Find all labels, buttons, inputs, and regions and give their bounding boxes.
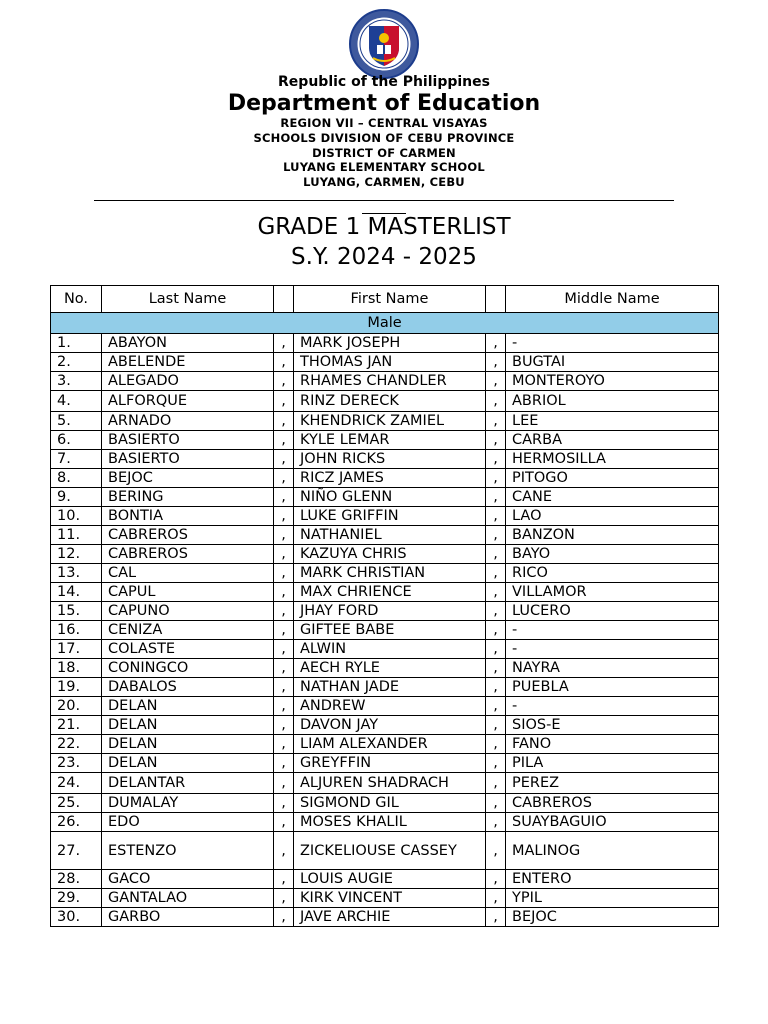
middle-name-cell: VILLAMOR bbox=[506, 583, 719, 602]
row-number: 27. bbox=[51, 832, 102, 870]
separator-cell: , bbox=[274, 697, 294, 716]
table-row bbox=[51, 526, 719, 545]
middle-name-cell: MALINOG bbox=[506, 832, 719, 870]
last-name-cell: DELAN bbox=[102, 754, 274, 773]
separator-cell: , bbox=[486, 431, 506, 450]
row-number: 16. bbox=[51, 621, 102, 640]
separator-cell: , bbox=[274, 889, 294, 908]
middle-name-cell: BUGTAI bbox=[506, 353, 719, 372]
last-name-cell: DELAN bbox=[102, 735, 274, 754]
table-row bbox=[51, 391, 719, 412]
table-row bbox=[51, 412, 719, 431]
row-number: 4. bbox=[51, 391, 102, 412]
separator-cell: , bbox=[486, 621, 506, 640]
middle-name-cell: LUCERO bbox=[506, 602, 719, 621]
last-name-cell: DELANTAR bbox=[102, 773, 274, 794]
masterlist-table bbox=[50, 285, 719, 927]
last-name-cell: DABALOS bbox=[102, 678, 274, 697]
col-header-first-name: First Name bbox=[294, 286, 486, 313]
middle-name-cell: - bbox=[506, 621, 719, 640]
table-row bbox=[51, 832, 719, 870]
first-name-cell: ALWIN bbox=[294, 640, 486, 659]
separator-cell: , bbox=[274, 412, 294, 431]
row-number: 8. bbox=[51, 469, 102, 488]
last-name-cell: CABREROS bbox=[102, 526, 274, 545]
first-name-cell: LIAM ALEXANDER bbox=[294, 735, 486, 754]
middle-name-cell: HERMOSILLA bbox=[506, 450, 719, 469]
separator-cell: , bbox=[274, 334, 294, 353]
first-name-cell: NIÑO GLENN bbox=[294, 488, 486, 507]
middle-name-cell: BEJOC bbox=[506, 908, 719, 927]
region-line: REGION VII – CENTRAL VISAYAS bbox=[280, 116, 488, 130]
table-row bbox=[51, 735, 719, 754]
row-number: 1. bbox=[51, 334, 102, 353]
separator-cell: , bbox=[274, 832, 294, 870]
first-name-cell: SIGMOND GIL bbox=[294, 794, 486, 813]
first-name-cell: LUKE GRIFFIN bbox=[294, 507, 486, 526]
row-number: 5. bbox=[51, 412, 102, 431]
table-row bbox=[51, 754, 719, 773]
middle-name-cell: FANO bbox=[506, 735, 719, 754]
separator-cell: , bbox=[274, 391, 294, 412]
table-row bbox=[51, 697, 719, 716]
separator-cell: , bbox=[274, 659, 294, 678]
first-name-cell: RICZ JAMES bbox=[294, 469, 486, 488]
table-row bbox=[51, 908, 719, 927]
middle-name-cell: - bbox=[506, 640, 719, 659]
last-name-cell: ARNADO bbox=[102, 412, 274, 431]
first-name-cell: JOHN RICKS bbox=[294, 450, 486, 469]
first-name-cell: KHENDRICK ZAMIEL bbox=[294, 412, 486, 431]
separator-cell: , bbox=[486, 583, 506, 602]
last-name-cell: DUMALAY bbox=[102, 794, 274, 813]
row-number: 12. bbox=[51, 545, 102, 564]
row-number: 7. bbox=[51, 450, 102, 469]
first-name-cell: AECH RYLE bbox=[294, 659, 486, 678]
separator-cell: , bbox=[486, 640, 506, 659]
row-number: 19. bbox=[51, 678, 102, 697]
last-name-cell: ABAYON bbox=[102, 334, 274, 353]
middle-name-cell: ABRIOL bbox=[506, 391, 719, 412]
deped-seal-logo bbox=[347, 8, 421, 80]
separator-cell: , bbox=[274, 870, 294, 889]
separator-cell: , bbox=[274, 621, 294, 640]
middle-name-cell: LEE bbox=[506, 412, 719, 431]
middle-name-cell: BANZON bbox=[506, 526, 719, 545]
table-row bbox=[51, 794, 719, 813]
separator-cell: , bbox=[486, 412, 506, 431]
col-header-no: No. bbox=[51, 286, 102, 313]
separator-cell: , bbox=[274, 507, 294, 526]
table-row bbox=[51, 469, 719, 488]
separator-cell: , bbox=[274, 583, 294, 602]
row-number: 6. bbox=[51, 431, 102, 450]
separator-cell: , bbox=[274, 564, 294, 583]
separator-cell: , bbox=[486, 334, 506, 353]
row-number: 29. bbox=[51, 889, 102, 908]
last-name-cell: BERING bbox=[102, 488, 274, 507]
separator-cell: , bbox=[274, 450, 294, 469]
col-header-sep bbox=[486, 286, 506, 313]
separator-cell: , bbox=[274, 813, 294, 832]
first-name-cell: MOSES KHALIL bbox=[294, 813, 486, 832]
separator-cell: , bbox=[486, 773, 506, 794]
separator-cell: , bbox=[486, 870, 506, 889]
separator-cell: , bbox=[486, 697, 506, 716]
district-line: DISTRICT OF CARMEN bbox=[312, 146, 456, 160]
division-line: SCHOOLS DIVISION OF CEBU PROVINCE bbox=[253, 131, 515, 145]
table-row bbox=[51, 450, 719, 469]
last-name-cell: EDO bbox=[102, 813, 274, 832]
row-number: 13. bbox=[51, 564, 102, 583]
separator-cell: , bbox=[486, 794, 506, 813]
last-name-cell: CAPUL bbox=[102, 583, 274, 602]
last-name-cell: GANTALAO bbox=[102, 889, 274, 908]
last-name-cell: BEJOC bbox=[102, 469, 274, 488]
separator-cell: , bbox=[486, 908, 506, 927]
middle-name-cell: SIOS-E bbox=[506, 716, 719, 735]
last-name-cell: ALEGADO bbox=[102, 372, 274, 391]
col-header-sep bbox=[274, 286, 294, 313]
first-name-cell: JHAY FORD bbox=[294, 602, 486, 621]
last-name-cell: CONINGCO bbox=[102, 659, 274, 678]
separator-cell: , bbox=[274, 754, 294, 773]
row-number: 2. bbox=[51, 353, 102, 372]
first-name-cell: KYLE LEMAR bbox=[294, 431, 486, 450]
first-name-cell: MARK JOSEPH bbox=[294, 334, 486, 353]
row-number: 17. bbox=[51, 640, 102, 659]
last-name-cell: CENIZA bbox=[102, 621, 274, 640]
table-row bbox=[51, 716, 719, 735]
masterlist-title: GRADE 1 MASTERLIST bbox=[257, 214, 511, 240]
separator-cell: , bbox=[274, 678, 294, 697]
first-name-cell: ALJUREN SHADRACH bbox=[294, 773, 486, 794]
separator-cell: , bbox=[486, 564, 506, 583]
separator-cell: , bbox=[274, 908, 294, 927]
separator-cell: , bbox=[274, 431, 294, 450]
row-number: 15. bbox=[51, 602, 102, 621]
separator-cell: , bbox=[274, 735, 294, 754]
first-name-cell: THOMAS JAN bbox=[294, 353, 486, 372]
last-name-cell: ESTENZO bbox=[102, 832, 274, 870]
middle-name-cell: PITOGO bbox=[506, 469, 719, 488]
row-number: 20. bbox=[51, 697, 102, 716]
separator-cell: , bbox=[274, 526, 294, 545]
separator-cell: , bbox=[274, 602, 294, 621]
department-heading: Department of Education bbox=[227, 91, 541, 116]
separator-cell: , bbox=[486, 450, 506, 469]
first-name-cell: DAVON JAY bbox=[294, 716, 486, 735]
table-row bbox=[51, 372, 719, 391]
last-name-cell: GARBO bbox=[102, 908, 274, 927]
first-name-cell: GIFTEE BABE bbox=[294, 621, 486, 640]
separator-cell: , bbox=[486, 391, 506, 412]
table-row bbox=[51, 431, 719, 450]
table-row bbox=[51, 545, 719, 564]
middle-name-cell: NAYRA bbox=[506, 659, 719, 678]
table-row bbox=[51, 564, 719, 583]
middle-name-cell: MONTEROYO bbox=[506, 372, 719, 391]
middle-name-cell: - bbox=[506, 697, 719, 716]
separator-cell: , bbox=[486, 372, 506, 391]
row-number: 18. bbox=[51, 659, 102, 678]
row-number: 14. bbox=[51, 583, 102, 602]
row-number: 23. bbox=[51, 754, 102, 773]
separator-cell: , bbox=[486, 832, 506, 870]
separator-cell: , bbox=[486, 602, 506, 621]
separator-cell: , bbox=[274, 488, 294, 507]
last-name-cell: CAPUNO bbox=[102, 602, 274, 621]
first-name-cell: NATHAN JADE bbox=[294, 678, 486, 697]
table-row bbox=[51, 773, 719, 794]
separator-cell: , bbox=[274, 469, 294, 488]
last-name-cell: COLASTE bbox=[102, 640, 274, 659]
last-name-cell: GACO bbox=[102, 870, 274, 889]
table-row bbox=[51, 659, 719, 678]
separator-cell: , bbox=[274, 794, 294, 813]
middle-name-cell: CANE bbox=[506, 488, 719, 507]
row-number: 9. bbox=[51, 488, 102, 507]
middle-name-cell: CABREROS bbox=[506, 794, 719, 813]
row-number: 24. bbox=[51, 773, 102, 794]
separator-cell: , bbox=[274, 773, 294, 794]
first-name-cell: LOUIS AUGIE bbox=[294, 870, 486, 889]
table-row bbox=[51, 813, 719, 832]
middle-name-cell: LAO bbox=[506, 507, 719, 526]
row-number: 22. bbox=[51, 735, 102, 754]
middle-name-cell: - bbox=[506, 334, 719, 353]
row-number: 30. bbox=[51, 908, 102, 927]
middle-name-cell: PEREZ bbox=[506, 773, 719, 794]
table-row bbox=[51, 602, 719, 621]
middle-name-cell: PILA bbox=[506, 754, 719, 773]
address-line: LUYANG, CARMEN, CEBU bbox=[303, 175, 465, 189]
first-name-cell: ZICKELIOUSE CASSEY bbox=[294, 832, 486, 870]
separator-cell: , bbox=[486, 526, 506, 545]
separator-cell: , bbox=[486, 889, 506, 908]
last-name-cell: DELAN bbox=[102, 697, 274, 716]
first-name-cell: JAVE ARCHIE bbox=[294, 908, 486, 927]
first-name-cell: MARK CHRISTIAN bbox=[294, 564, 486, 583]
table-row bbox=[51, 488, 719, 507]
row-number: 25. bbox=[51, 794, 102, 813]
first-name-cell: MAX CHRIENCE bbox=[294, 583, 486, 602]
separator-cell: , bbox=[486, 716, 506, 735]
table-row bbox=[51, 583, 719, 602]
last-name-cell: ALFORQUE bbox=[102, 391, 274, 412]
first-name-cell: KAZUYA CHRIS bbox=[294, 545, 486, 564]
middle-name-cell: ENTERO bbox=[506, 870, 719, 889]
separator-cell: , bbox=[274, 545, 294, 564]
separator-cell: , bbox=[486, 678, 506, 697]
table-row bbox=[51, 507, 719, 526]
table-row bbox=[51, 889, 719, 908]
last-name-cell: BASIERTO bbox=[102, 450, 274, 469]
middle-name-cell: BAYO bbox=[506, 545, 719, 564]
separator-cell: , bbox=[274, 716, 294, 735]
separator-cell: , bbox=[274, 640, 294, 659]
row-number: 3. bbox=[51, 372, 102, 391]
table-row bbox=[51, 334, 719, 353]
separator-cell: , bbox=[486, 659, 506, 678]
table-row bbox=[51, 870, 719, 889]
separator-cell: , bbox=[486, 754, 506, 773]
school-year: S.Y. 2024 - 2025 bbox=[291, 244, 477, 270]
table-row bbox=[51, 678, 719, 697]
header-divider bbox=[94, 200, 674, 201]
group-label-male: Male bbox=[51, 313, 719, 334]
middle-name-cell: RICO bbox=[506, 564, 719, 583]
separator-cell: , bbox=[486, 488, 506, 507]
separator-cell: , bbox=[486, 507, 506, 526]
row-number: 11. bbox=[51, 526, 102, 545]
separator-cell: , bbox=[274, 372, 294, 391]
row-number: 21. bbox=[51, 716, 102, 735]
middle-name-cell: CARBA bbox=[506, 431, 719, 450]
first-name-cell: ANDREW bbox=[294, 697, 486, 716]
separator-cell: , bbox=[486, 813, 506, 832]
separator-cell: , bbox=[486, 353, 506, 372]
last-name-cell: BONTIA bbox=[102, 507, 274, 526]
separator-cell: , bbox=[274, 353, 294, 372]
last-name-cell: ABELENDE bbox=[102, 353, 274, 372]
separator-cell: , bbox=[486, 735, 506, 754]
first-name-cell: RHAMES CHANDLER bbox=[294, 372, 486, 391]
first-name-cell: KIRK VINCENT bbox=[294, 889, 486, 908]
col-header-last-name: Last Name bbox=[102, 286, 274, 313]
separator-cell: , bbox=[486, 545, 506, 564]
row-number: 28. bbox=[51, 870, 102, 889]
last-name-cell: DELAN bbox=[102, 716, 274, 735]
republic-heading: Republic of the Philippines bbox=[278, 74, 490, 90]
last-name-cell: BASIERTO bbox=[102, 431, 274, 450]
middle-name-cell: YPIL bbox=[506, 889, 719, 908]
middle-name-cell: SUAYBAGUIO bbox=[506, 813, 719, 832]
table-row bbox=[51, 621, 719, 640]
middle-name-cell: PUEBLA bbox=[506, 678, 719, 697]
row-number: 10. bbox=[51, 507, 102, 526]
last-name-cell: CAL bbox=[102, 564, 274, 583]
school-line: LUYANG ELEMENTARY SCHOOL bbox=[283, 160, 485, 174]
first-name-cell: NATHANIEL bbox=[294, 526, 486, 545]
table-row bbox=[51, 640, 719, 659]
col-header-middle-name: Middle Name bbox=[506, 286, 719, 313]
separator-cell: , bbox=[486, 469, 506, 488]
first-name-cell: RINZ DERECK bbox=[294, 391, 486, 412]
last-name-cell: CABREROS bbox=[102, 545, 274, 564]
table-row bbox=[51, 353, 719, 372]
row-number: 26. bbox=[51, 813, 102, 832]
first-name-cell: GREYFFIN bbox=[294, 754, 486, 773]
